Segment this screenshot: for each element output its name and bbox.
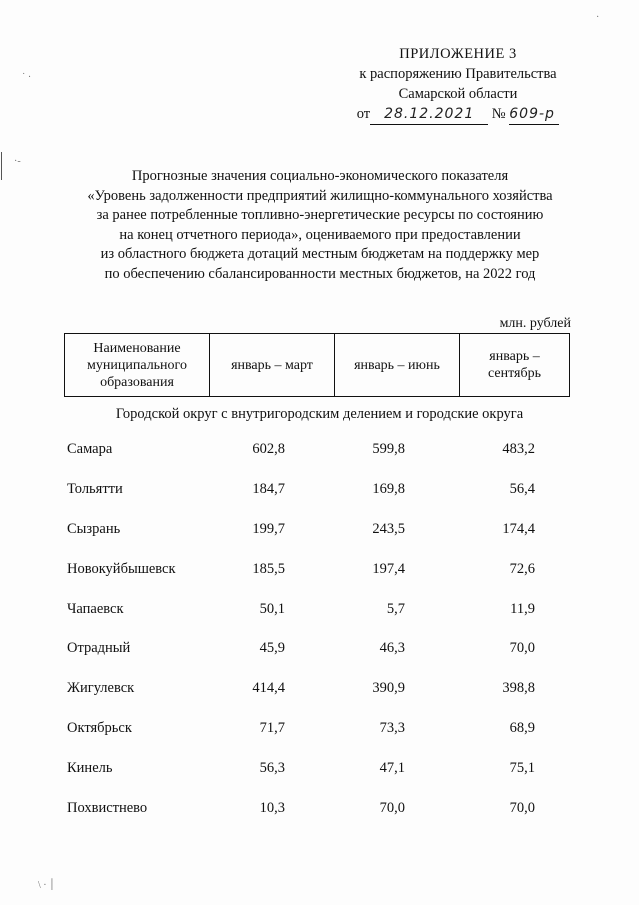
title-line: Прогнозные значения социально-экономического показателя xyxy=(131,168,509,184)
annex-date-number xyxy=(343,104,573,125)
section-heading: Городской округ с внутригородским делением и городские округа xyxy=(115,406,524,422)
table-row xyxy=(0,512,639,552)
table-row xyxy=(0,432,639,472)
value-q1: 602,8 xyxy=(252,441,285,457)
value-9m: 174,4 xyxy=(502,520,535,537)
value-9m: 70,0 xyxy=(509,800,535,817)
table-row xyxy=(0,671,639,711)
value-q1: 45,9 xyxy=(259,640,285,657)
municipality-name: Жигулевск xyxy=(67,680,135,697)
value-q1: 185,5 xyxy=(252,560,285,577)
table-header xyxy=(64,333,570,397)
handwritten-date: 28.12.2021 xyxy=(370,104,488,125)
table-row xyxy=(0,751,639,791)
header-9m: январь – сентябрь xyxy=(460,334,570,397)
handwritten-number: 609-р xyxy=(509,104,559,125)
scan-speck: ·- xyxy=(14,156,21,167)
value-h1: 70,0 xyxy=(379,800,405,817)
value-9m: 70,0 xyxy=(509,640,535,657)
municipality-name: Чапаевск xyxy=(67,600,124,617)
annex-line-1: к распоряжению Правительства xyxy=(359,66,557,82)
table-row xyxy=(0,552,639,592)
municipality-name: Октябрьск xyxy=(67,720,132,737)
header-municipality: Наименование муниципального образования xyxy=(65,334,210,397)
value-q1: 10,3 xyxy=(259,800,285,817)
municipality-name: Новокуйбышевск xyxy=(67,560,176,577)
municipality-name: Сызрань xyxy=(67,520,121,537)
value-q1: 184,7 xyxy=(252,480,285,497)
annex-title: ПРИЛОЖЕНИЕ 3 xyxy=(399,46,517,62)
value-9m: 72,6 xyxy=(509,560,535,577)
table-row xyxy=(0,631,639,671)
value-h1: 243,5 xyxy=(372,520,405,537)
title-line: «Уровень задолженности предприятий жилищно-коммунального хозяйства xyxy=(87,187,553,204)
value-9m: 483,2 xyxy=(502,441,535,457)
value-h1: 599,8 xyxy=(372,441,405,457)
scan-speck: · xyxy=(596,12,600,23)
value-q1: 50,1 xyxy=(259,600,285,617)
document-title xyxy=(40,167,600,284)
municipality-name: Отрадный xyxy=(67,640,131,657)
table-row xyxy=(0,592,639,632)
value-q1: 199,7 xyxy=(252,520,285,537)
value-q1: 414,4 xyxy=(252,680,285,697)
value-h1: 47,1 xyxy=(379,760,405,777)
value-h1: 169,8 xyxy=(372,480,405,497)
value-9m: 75,1 xyxy=(509,760,535,777)
table-row xyxy=(0,711,639,751)
header-h1: январь – июнь xyxy=(335,334,460,397)
title-line: на конец отчетного периода», оцениваемого при предоставлении xyxy=(119,226,521,243)
scan-edge-mark xyxy=(1,152,2,180)
scan-speck: ˙ · xyxy=(22,72,32,83)
value-h1: 5,7 xyxy=(386,600,405,617)
value-9m: 68,9 xyxy=(509,720,535,737)
header-q1: январь – март xyxy=(210,334,335,397)
municipality-name: Тольятти xyxy=(67,480,123,497)
municipality-name: Похвистнево xyxy=(67,800,148,817)
scan-speck: \ · ׀ xyxy=(38,880,55,891)
value-9m: 398,8 xyxy=(502,680,535,697)
value-9m: 56,4 xyxy=(509,480,535,497)
table-body xyxy=(0,432,639,831)
table-row xyxy=(0,472,639,512)
title-line: по обеспечению сбалансированности местных бюджетов, на 2022 год xyxy=(104,265,536,282)
annex-block xyxy=(343,44,573,125)
date-prefix: от xyxy=(356,106,371,122)
value-h1: 46,3 xyxy=(379,640,405,657)
annex-line-2: Самарской области xyxy=(398,86,518,102)
title-line: за ранее потребленные топливно-энергетические ресурсы по состоянию xyxy=(96,207,544,223)
value-h1: 197,4 xyxy=(372,560,405,577)
value-q1: 71,7 xyxy=(259,720,285,737)
number-prefix: № xyxy=(491,106,506,122)
municipality-name: Самара xyxy=(67,441,113,457)
table-row xyxy=(0,791,639,831)
value-h1: 390,9 xyxy=(372,680,405,697)
value-q1: 56,3 xyxy=(259,760,285,777)
units-label: млн. рублей xyxy=(499,316,571,331)
value-9m: 11,9 xyxy=(510,600,535,617)
value-h1: 73,3 xyxy=(379,720,405,737)
title-line: из областного бюджета дотаций местным бюджетам на поддержку мер xyxy=(100,246,540,262)
municipality-name: Кинель xyxy=(67,760,113,777)
